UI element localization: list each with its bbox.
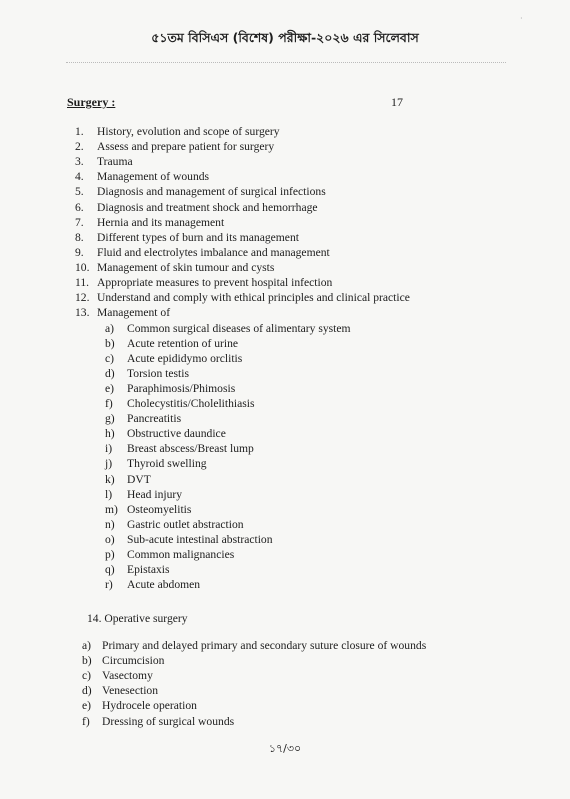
item-text: Management of skin tumour and cysts <box>97 260 275 274</box>
sub-list-item <box>105 442 254 456</box>
item-letter: f) <box>82 714 90 728</box>
item-letter: a) <box>82 639 92 652</box>
operative-list-item <box>82 669 153 683</box>
item-letter: p) <box>105 547 115 561</box>
item-letter: d) <box>82 684 92 698</box>
sub-list-item <box>105 548 234 562</box>
operative-list-item <box>82 684 158 698</box>
item-letter: r) <box>105 577 113 591</box>
section-title: Surgery : <box>67 95 116 109</box>
item-letter: e) <box>82 699 92 713</box>
item-letter: n) <box>105 517 115 531</box>
operative-list-item <box>82 654 164 668</box>
operative-surgery-heading: 14. Operative surgery <box>87 612 188 625</box>
item-text: Hernia and its management <box>97 215 225 229</box>
item-text: Fluid and electrolytes imbalance and management <box>97 245 330 259</box>
list-item <box>75 231 299 245</box>
item-letter: h) <box>105 427 115 441</box>
operative-list-item <box>82 639 426 653</box>
list-item <box>75 185 326 199</box>
list-item <box>75 170 209 184</box>
operative-list-item <box>82 715 234 729</box>
item-text: Hydrocele operation <box>102 699 197 713</box>
item-number: 8. <box>75 230 84 244</box>
item-text: Circumcision <box>102 654 165 668</box>
sub-list-item <box>105 367 189 381</box>
item-text: Paraphimosis/Phimosis <box>127 382 236 396</box>
item-text: Vasectomy <box>102 669 153 683</box>
header-divider <box>66 62 506 63</box>
item-letter: j) <box>105 457 113 471</box>
sub-list-item <box>105 382 235 396</box>
item-letter: b) <box>82 654 92 668</box>
sub-list-item <box>105 322 351 336</box>
item-text: Acute retention of urine <box>127 337 239 351</box>
item-number: 3. <box>75 155 84 169</box>
list-item <box>75 140 274 154</box>
sub-list-item <box>105 473 151 487</box>
sub-list-item <box>105 503 191 517</box>
item-text: Understand and comply with ethical principles and clinical practice <box>97 291 410 305</box>
sub-list-item <box>105 397 255 411</box>
sub-list-item <box>105 412 181 426</box>
item-letter: g) <box>105 412 115 426</box>
item-number: 13. <box>75 306 90 320</box>
item-text: Breast abscess/Breast lump <box>127 442 254 456</box>
item-letter: f) <box>105 397 113 411</box>
item-text: Venesection <box>102 684 159 698</box>
item-text: Pancreatitis <box>127 412 182 426</box>
list-item <box>75 261 274 275</box>
item-letter: c) <box>105 352 115 366</box>
item-text: Torsion testis <box>127 367 189 381</box>
item-number: 2. <box>75 140 84 154</box>
item-letter: m) <box>105 502 118 516</box>
item-letter: k) <box>105 472 115 486</box>
list-item <box>75 155 133 169</box>
item-text: Osteomyelitis <box>127 502 192 516</box>
item-letter: i) <box>105 442 113 456</box>
item-letter: q) <box>105 562 115 576</box>
scan-speck: · <box>520 14 523 23</box>
item-text: Diagnosis and treatment shock and hemorrhage <box>97 200 318 214</box>
item-number: 10. <box>75 260 90 274</box>
item-text: Management of wounds <box>97 170 210 184</box>
item-letter: o) <box>105 532 115 546</box>
item-number: 1. <box>75 125 84 138</box>
item-text: Dressing of surgical wounds <box>102 714 235 728</box>
item-letter: c) <box>82 669 92 683</box>
item-text: Diagnosis and management of surgical infections <box>97 185 326 199</box>
item-letter: l) <box>105 487 113 501</box>
page-footer: ১৭/৩০ <box>268 742 302 755</box>
sub-list-item <box>105 337 238 351</box>
item-letter: d) <box>105 367 115 381</box>
item-text: Different types of burn and its management <box>97 230 299 244</box>
item-number: 4. <box>75 170 84 184</box>
list-item <box>75 276 332 290</box>
list-item <box>75 216 224 230</box>
sub-list-item <box>105 427 226 441</box>
item-text: DVT <box>127 472 151 486</box>
item-letter: b) <box>105 337 115 351</box>
page-header: ৫১তম বিসিএস (বিশেষ) পরীক্ষা-২০২৬ এর সিলেবাস <box>151 30 419 45</box>
item-text: Management of <box>97 306 171 320</box>
item-text: Primary and delayed primary and secondary suture closure of wounds <box>102 639 427 652</box>
sub-list-item <box>105 457 207 471</box>
sub-list-item <box>105 533 273 547</box>
item-text: Trauma <box>97 155 133 169</box>
item-number: 11. <box>75 276 90 289</box>
item-letter: e) <box>105 382 115 396</box>
item-number: 12. <box>75 291 90 305</box>
item-text: Gastric outlet abstraction <box>127 517 244 531</box>
sub-list-item <box>105 518 244 532</box>
item-text: Sub-acute intestinal abstraction <box>127 532 273 546</box>
item-text: Cholecystitis/Cholelithiasis <box>127 397 255 411</box>
item-number: 5. <box>75 185 84 199</box>
item-text: Acute abdomen <box>127 577 201 591</box>
item-text: Acute epididymo orclitis <box>127 352 243 366</box>
list-item <box>75 246 330 260</box>
item-text: Obstructive daundice <box>127 427 226 441</box>
list-item <box>75 306 170 320</box>
item-text: Epistaxis <box>127 562 170 576</box>
item-text: Common malignancies <box>127 547 235 561</box>
operative-list-item <box>82 699 197 713</box>
item-letter: a) <box>105 322 115 335</box>
item-number: 9. <box>75 245 84 259</box>
item-text: Head injury <box>127 487 183 501</box>
item-text: Appropriate measures to prevent hospital infection <box>97 276 333 289</box>
list-item <box>75 201 318 215</box>
item-text: Assess and prepare patient for surgery <box>97 140 275 154</box>
item-text: Thyroid swelling <box>127 457 207 471</box>
page-number: 17 <box>391 95 403 109</box>
item-number: 6. <box>75 200 84 214</box>
item-text: History, evolution and scope of surgery <box>97 125 280 138</box>
sub-list-item <box>105 488 182 502</box>
item-text: Common surgical diseases of alimentary system <box>127 322 351 335</box>
list-item <box>75 125 280 139</box>
sub-list-item <box>105 352 242 366</box>
item-number: 7. <box>75 215 84 229</box>
list-item <box>75 291 410 305</box>
sub-list-item <box>105 563 170 577</box>
sub-list-item <box>105 578 200 592</box>
